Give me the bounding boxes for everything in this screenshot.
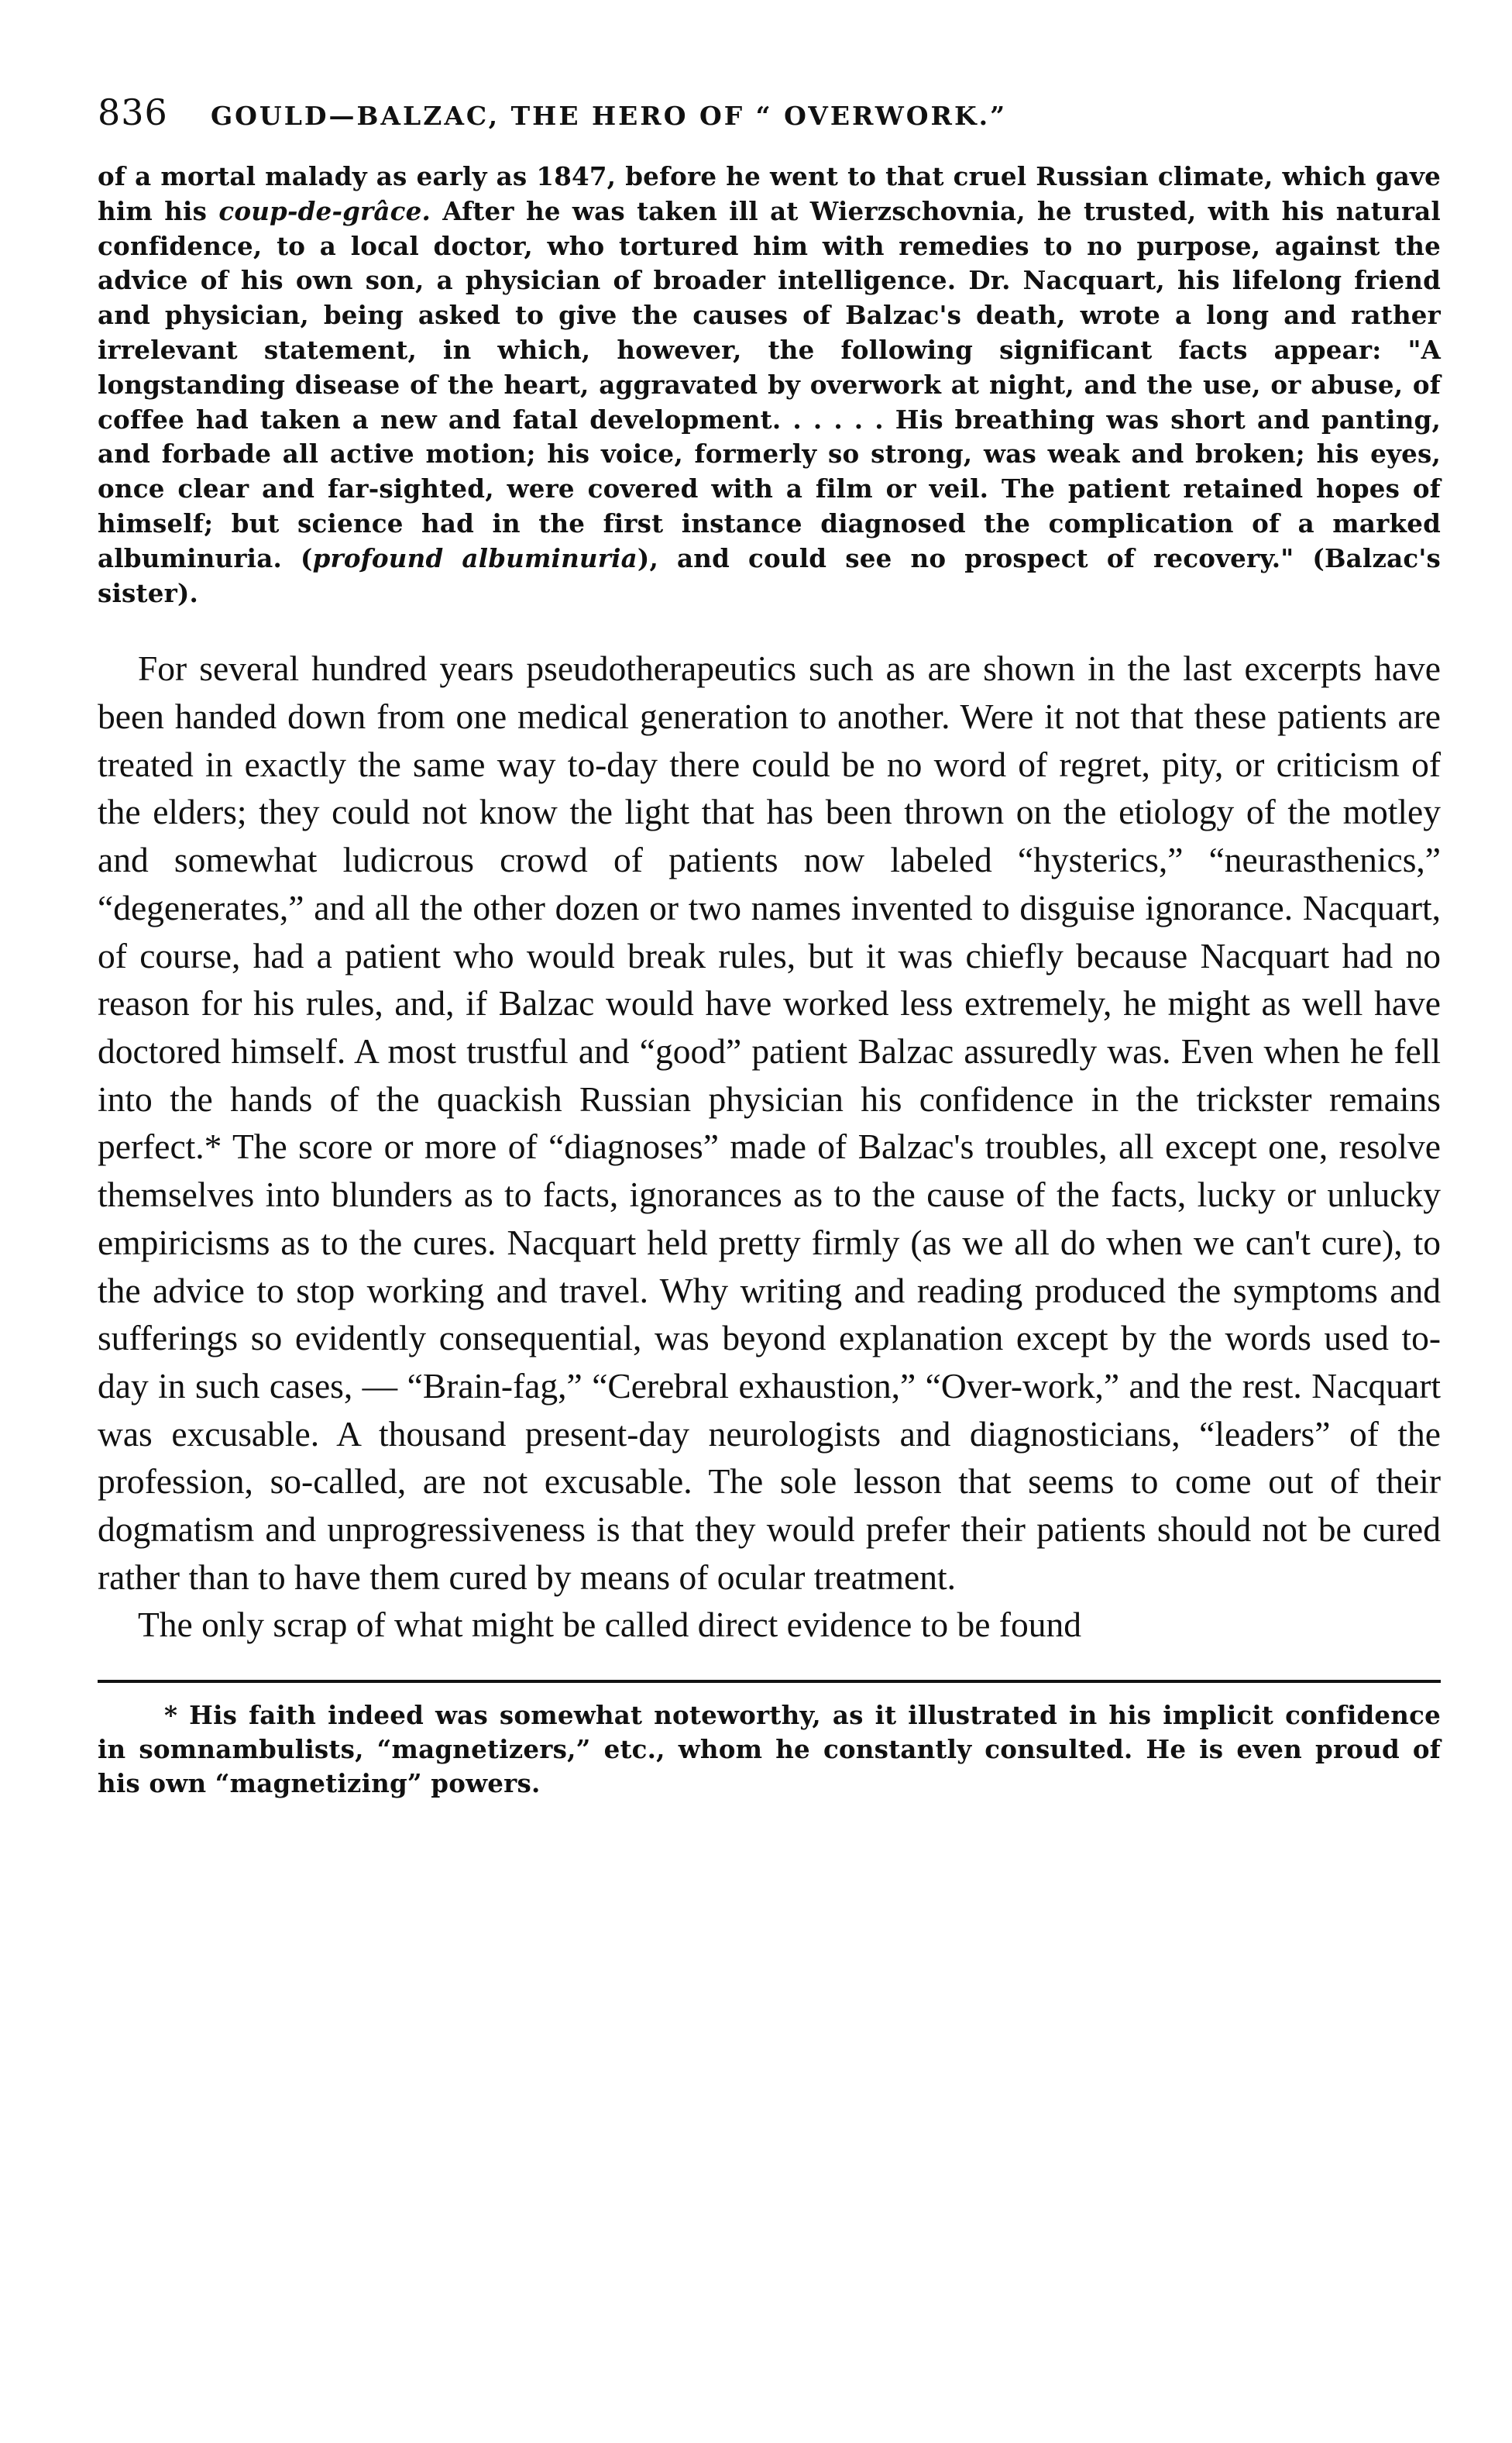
footnote-rule	[98, 1680, 1441, 1683]
footnote: * His faith indeed was somewhat noteworthy, as it illustrated in his implicit confidence in somnambulists, “magnetizers,” etc., whom he constantly consulted. He is even proud of his own “magnetizing” powers.	[98, 1700, 1441, 1799]
quoted-passage	[98, 160, 1441, 611]
quote-italic-coup-de-grace: coup-de-grâce.	[218, 195, 431, 226]
main-text	[98, 645, 1441, 1649]
running-head	[98, 91, 1441, 153]
quote-text-1: of a mortal malady as early as 1847, before he went to that cruel Russian climate, which gave him his	[98, 161, 1441, 226]
body-paragraph-1: For several hundred years pseudotherapeutics such as are shown in the last excerpts have been handed down from one medical generation to another. Were it not that these patients are treated in exactly the same way to-day there could be no word of regret, pity, or criticism of the elders; they could not know the light that has been thrown on the etiology of the motley and somewhat ludicrous crowd of patients now labeled “hysterics,” “neurasthenics,” “degenerates,” and all the other dozen or two names invented to disguise ignorance. Nacquart, of course, had a patient who would break rules, but it was chiefly because Nacquart had no reason for his rules, and, if Balzac would have worked less extremely, he might as well have doctored himself. A most trustful and “good” patient Balzac assuredly was. Even when he fell into the hands of the quackish Russian physician his confidence in the trickster remains perfect.* The score or more of “diagnoses” made of Balzac's troubles, all except one, resolve themselves into blunders as to facts, ignorances as to the cause of the facts, lucky or unlucky empiricisms as to the cures. Nacquart held pretty firmly (as we all do when we can't cure), to the advice to stop working and travel. Why writing and reading produced the symptoms and sufferings so evidently consequential, was beyond explanation except by the words used to-day in such cases, — “Brain-fag,” “Cerebral exhaustion,” “Over-work,” and the rest. Nacquart was excusable. A thousand present-day neurologists and diagnosticians, “leaders” of the profession, so-called, are not excusable. The sole lesson that seems to come out of their dogmatism and unprogressiveness is that they would prefer their patients should not be cured rather than to have them cured by means of ocular treatment.	[98, 649, 1441, 1597]
quote-italic-albuminuria: profound albuminuria	[312, 542, 637, 573]
page-number: 836	[98, 91, 168, 133]
body-paragraph-2: The only scrap of what might be called direct evidence to be found	[138, 1605, 1081, 1645]
quoted-paragraph	[98, 160, 1441, 611]
quote-text-2: After he was taken ill at Wierzschovnia, he trusted, with his natural confidence, to a local doctor, who tortured him with remedies to no purpose, against the advice of his own son, a physician of broader intelligence. Dr. Nacquart, his lifelong friend and physician, being asked to give the causes of Balzac's death, wrote a long and rather irrelevant statement, in which, however, the following significant facts appear: "A longstanding disease of the heart, aggravated by overwork at night, and the use, or abuse, of coffee had taken a new and fatal development. . . . . . His breathing was short and panting, and forbade all active motion; his voice, formerly so strong, was weak and broken; his eyes, once clear and far-sighted, were covered with a film or veil. The patient retained hopes of himself; but science had in the first instance diagnosed the complication of a marked albuminuria. (	[98, 195, 1441, 573]
quote-text-3: ), and could see no prospect of recovery." (Balzac's sister).	[98, 542, 1441, 608]
running-title: GOULD—BALZAC, THE HERO OF “ OVERWORK.”	[211, 101, 1008, 131]
